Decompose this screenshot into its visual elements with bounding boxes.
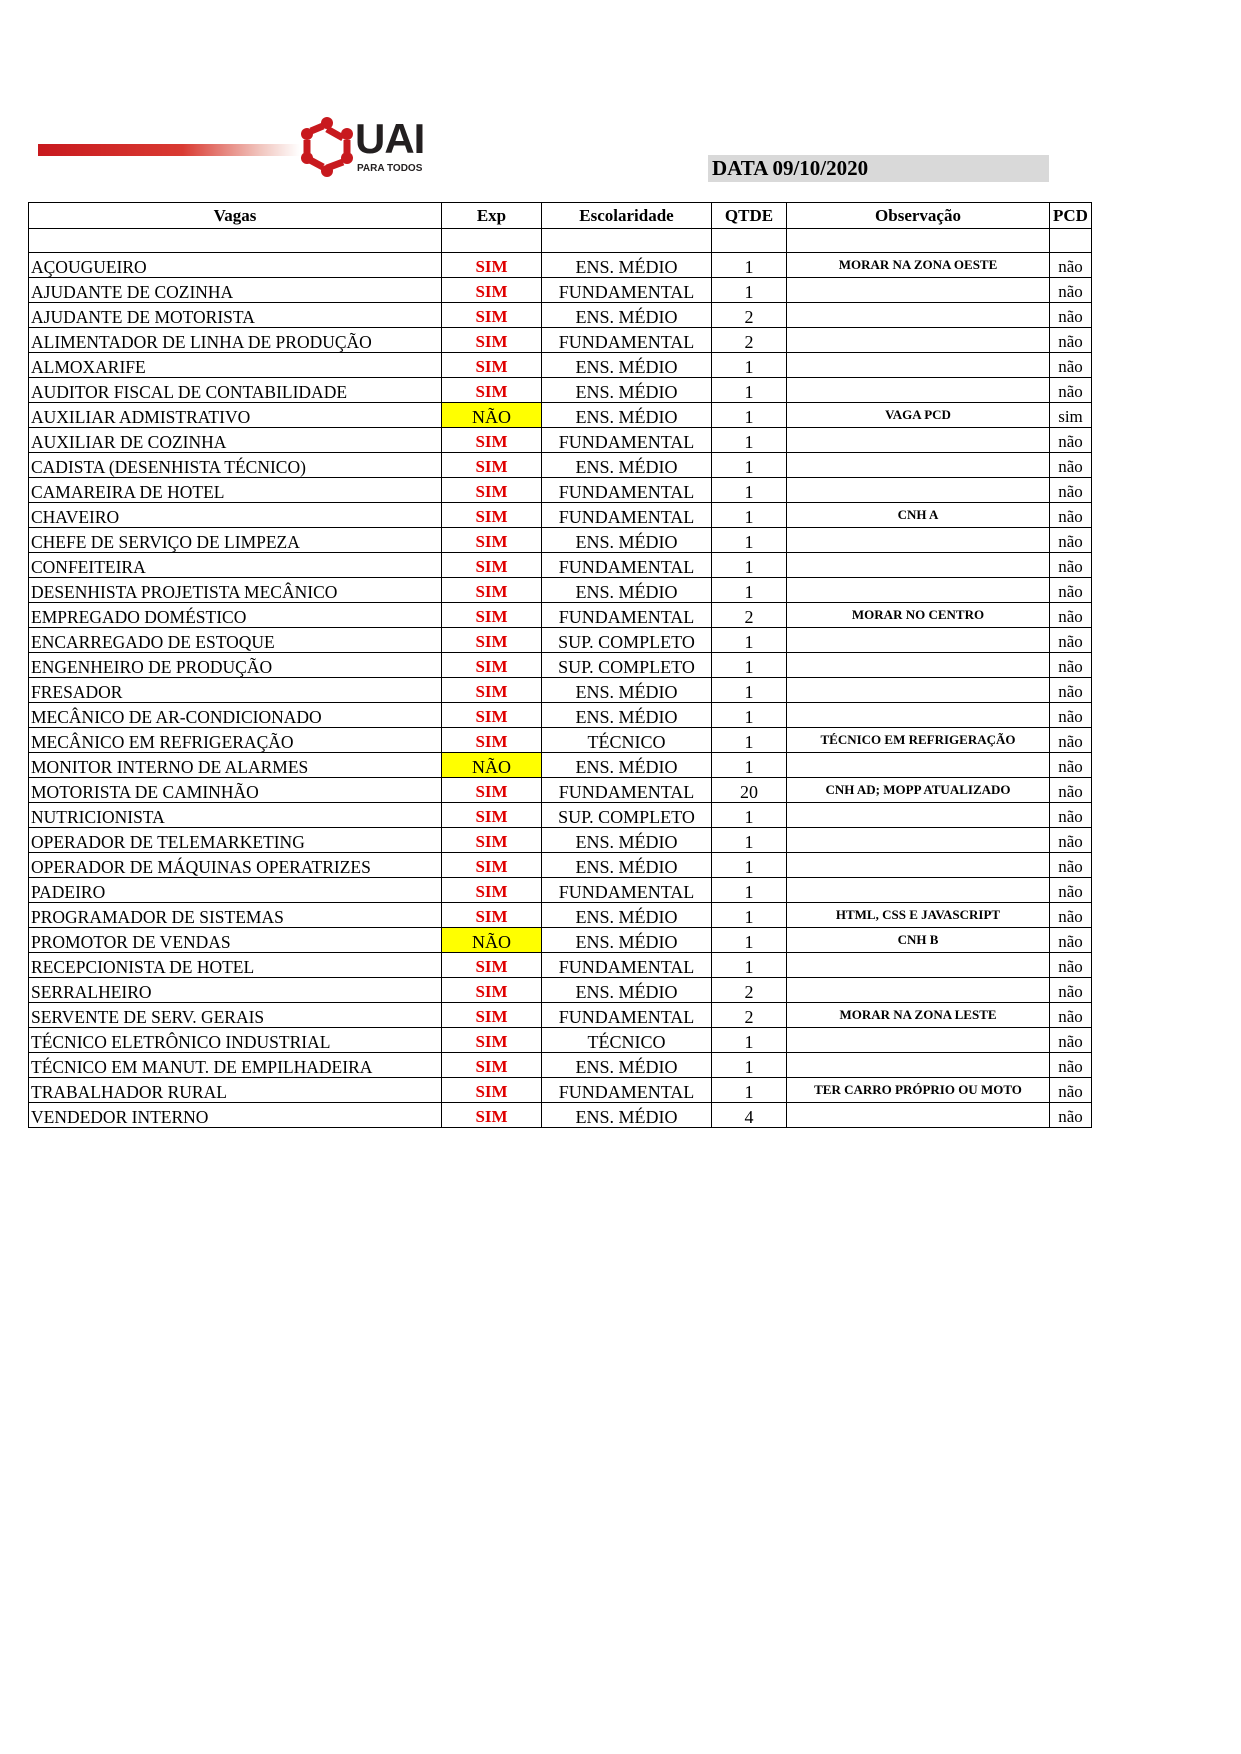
- table-row: [29, 603, 1092, 628]
- brand-gradient-bar: [38, 144, 300, 156]
- cell-escolaridade: FUNDAMENTAL: [542, 278, 712, 303]
- cell-escolaridade: ENS. MÉDIO: [542, 928, 712, 953]
- cell-exp: SIM: [442, 903, 542, 928]
- date-box: [708, 155, 1049, 182]
- cell-pcd: não: [1050, 478, 1092, 503]
- cell-vaga: FRESADOR: [29, 678, 442, 703]
- cell-escolaridade: ENS. MÉDIO: [542, 678, 712, 703]
- cell-vaga: DESENHISTA PROJETISTA MECÂNICO: [29, 578, 442, 603]
- cell-escolaridade: FUNDAMENTAL: [542, 1003, 712, 1028]
- cell-observacao: [787, 1103, 1050, 1128]
- cell-escolaridade: ENS. MÉDIO: [542, 253, 712, 278]
- cell-observacao: MORAR NA ZONA OESTE: [787, 253, 1050, 278]
- cell-vaga: AJUDANTE DE MOTORISTA: [29, 303, 442, 328]
- cell-exp: NÃO: [442, 928, 542, 953]
- cell-escolaridade: ENS. MÉDIO: [542, 703, 712, 728]
- logo-tagline: PARA TODOS: [357, 163, 423, 174]
- blank-row: [29, 229, 1092, 253]
- cell-pcd: não: [1050, 453, 1092, 478]
- cell-escolaridade: FUNDAMENTAL: [542, 603, 712, 628]
- cell-observacao: [787, 878, 1050, 903]
- cell-vaga: PADEIRO: [29, 878, 442, 903]
- cell-pcd: não: [1050, 328, 1092, 353]
- header-escolaridade: Escolaridade: [542, 203, 712, 229]
- cell-exp: SIM: [442, 628, 542, 653]
- table-row: [29, 353, 1092, 378]
- vacancies-table: [28, 202, 1092, 1128]
- cell-observacao: [787, 853, 1050, 878]
- cell-vaga: CADISTA (DESENHISTA TÉCNICO): [29, 453, 442, 478]
- cell-exp: SIM: [442, 353, 542, 378]
- table-row: [29, 728, 1092, 753]
- uai-logo-icon: [298, 116, 356, 182]
- cell-vaga: OPERADOR DE TELEMARKETING: [29, 828, 442, 853]
- table-row: [29, 828, 1092, 853]
- table-row: [29, 928, 1092, 953]
- table-row: [29, 453, 1092, 478]
- cell-exp: SIM: [442, 553, 542, 578]
- cell-exp: SIM: [442, 328, 542, 353]
- cell-observacao: [787, 1053, 1050, 1078]
- cell-pcd: não: [1050, 703, 1092, 728]
- cell-qtde: 1: [712, 753, 787, 778]
- cell-exp: SIM: [442, 603, 542, 628]
- cell-pcd: não: [1050, 853, 1092, 878]
- cell-observacao: [787, 678, 1050, 703]
- cell-vaga: PROGRAMADOR DE SISTEMAS: [29, 903, 442, 928]
- cell-escolaridade: ENS. MÉDIO: [542, 453, 712, 478]
- cell-observacao: MORAR NO CENTRO: [787, 603, 1050, 628]
- cell-escolaridade: ENS. MÉDIO: [542, 1053, 712, 1078]
- cell-vaga: AUXILIAR DE COZINHA: [29, 428, 442, 453]
- cell-qtde: 1: [712, 578, 787, 603]
- cell-exp: SIM: [442, 653, 542, 678]
- cell-escolaridade: FUNDAMENTAL: [542, 878, 712, 903]
- table-row: [29, 503, 1092, 528]
- cell-qtde: 1: [712, 953, 787, 978]
- cell-vaga: NUTRICIONISTA: [29, 803, 442, 828]
- cell-qtde: 2: [712, 603, 787, 628]
- table-row: [29, 628, 1092, 653]
- cell-pcd: não: [1050, 678, 1092, 703]
- cell-pcd: não: [1050, 553, 1092, 578]
- cell-escolaridade: FUNDAMENTAL: [542, 953, 712, 978]
- cell-qtde: 1: [712, 878, 787, 903]
- table-row: [29, 553, 1092, 578]
- cell-observacao: [787, 828, 1050, 853]
- cell-qtde: 2: [712, 1003, 787, 1028]
- blank-cell: [29, 229, 442, 253]
- cell-vaga: CONFEITEIRA: [29, 553, 442, 578]
- cell-pcd: não: [1050, 528, 1092, 553]
- cell-pcd: não: [1050, 503, 1092, 528]
- table-row: [29, 1028, 1092, 1053]
- cell-escolaridade: FUNDAMENTAL: [542, 1078, 712, 1103]
- table-row: [29, 653, 1092, 678]
- cell-observacao: [787, 528, 1050, 553]
- cell-escolaridade: SUP. COMPLETO: [542, 628, 712, 653]
- cell-pcd: não: [1050, 603, 1092, 628]
- table-row: [29, 528, 1092, 553]
- cell-exp: SIM: [442, 303, 542, 328]
- cell-exp: SIM: [442, 378, 542, 403]
- cell-vaga: MECÂNICO EM REFRIGERAÇÃO: [29, 728, 442, 753]
- cell-exp: SIM: [442, 1003, 542, 1028]
- cell-exp: SIM: [442, 278, 542, 303]
- cell-vaga: CAMAREIRA DE HOTEL: [29, 478, 442, 503]
- table-row: [29, 778, 1092, 803]
- header-observacao: Observação: [787, 203, 1050, 229]
- cell-escolaridade: ENS. MÉDIO: [542, 903, 712, 928]
- cell-vaga: PROMOTOR DE VENDAS: [29, 928, 442, 953]
- cell-observacao: MORAR NA ZONA LESTE: [787, 1003, 1050, 1028]
- cell-observacao: [787, 803, 1050, 828]
- cell-pcd: não: [1050, 903, 1092, 928]
- cell-qtde: 1: [712, 278, 787, 303]
- blank-cell: [442, 229, 542, 253]
- cell-pcd: não: [1050, 378, 1092, 403]
- cell-vaga: ALIMENTADOR DE LINHA DE PRODUÇÃO: [29, 328, 442, 353]
- cell-qtde: 20: [712, 778, 787, 803]
- cell-qtde: 1: [712, 1028, 787, 1053]
- cell-escolaridade: ENS. MÉDIO: [542, 303, 712, 328]
- cell-observacao: [787, 328, 1050, 353]
- cell-qtde: 4: [712, 1103, 787, 1128]
- cell-observacao: CNH B: [787, 928, 1050, 953]
- cell-escolaridade: ENS. MÉDIO: [542, 403, 712, 428]
- cell-pcd: não: [1050, 728, 1092, 753]
- cell-exp: SIM: [442, 778, 542, 803]
- header-exp: Exp: [442, 203, 542, 229]
- table-row: [29, 378, 1092, 403]
- cell-pcd: não: [1050, 1003, 1092, 1028]
- cell-qtde: 1: [712, 853, 787, 878]
- cell-escolaridade: ENS. MÉDIO: [542, 978, 712, 1003]
- cell-observacao: [787, 628, 1050, 653]
- cell-escolaridade: SUP. COMPLETO: [542, 653, 712, 678]
- table-row: [29, 1003, 1092, 1028]
- header-pcd: PCD: [1050, 203, 1092, 229]
- cell-exp: SIM: [442, 803, 542, 828]
- cell-escolaridade: FUNDAMENTAL: [542, 478, 712, 503]
- cell-vaga: CHAVEIRO: [29, 503, 442, 528]
- table-row: [29, 328, 1092, 353]
- cell-observacao: [787, 428, 1050, 453]
- cell-vaga: AUDITOR FISCAL DE CONTABILIDADE: [29, 378, 442, 403]
- table-row: [29, 878, 1092, 903]
- cell-escolaridade: ENS. MÉDIO: [542, 753, 712, 778]
- cell-vaga: VENDEDOR INTERNO: [29, 1103, 442, 1128]
- cell-exp: SIM: [442, 1078, 542, 1103]
- cell-vaga: MOTORISTA DE CAMINHÃO: [29, 778, 442, 803]
- cell-exp: SIM: [442, 503, 542, 528]
- cell-exp: SIM: [442, 578, 542, 603]
- cell-escolaridade: ENS. MÉDIO: [542, 528, 712, 553]
- cell-observacao: [787, 578, 1050, 603]
- cell-qtde: 2: [712, 978, 787, 1003]
- cell-qtde: 2: [712, 328, 787, 353]
- blank-cell: [542, 229, 712, 253]
- cell-pcd: não: [1050, 303, 1092, 328]
- table-row: [29, 903, 1092, 928]
- cell-exp: SIM: [442, 978, 542, 1003]
- cell-pcd: não: [1050, 878, 1092, 903]
- cell-qtde: 1: [712, 453, 787, 478]
- cell-pcd: não: [1050, 278, 1092, 303]
- cell-pcd: não: [1050, 253, 1092, 278]
- cell-pcd: não: [1050, 353, 1092, 378]
- cell-vaga: RECEPCIONISTA DE HOTEL: [29, 953, 442, 978]
- cell-qtde: 1: [712, 503, 787, 528]
- cell-exp: SIM: [442, 703, 542, 728]
- cell-exp: SIM: [442, 953, 542, 978]
- cell-pcd: não: [1050, 653, 1092, 678]
- cell-qtde: 1: [712, 653, 787, 678]
- cell-qtde: 1: [712, 1078, 787, 1103]
- cell-escolaridade: ENS. MÉDIO: [542, 853, 712, 878]
- cell-qtde: 1: [712, 253, 787, 278]
- cell-pcd: não: [1050, 428, 1092, 453]
- cell-observacao: [787, 303, 1050, 328]
- table-row: [29, 703, 1092, 728]
- cell-vaga: AUXILIAR ADMISTRATIVO: [29, 403, 442, 428]
- table-row: [29, 578, 1092, 603]
- cell-pcd: não: [1050, 953, 1092, 978]
- cell-qtde: 1: [712, 553, 787, 578]
- cell-qtde: 1: [712, 478, 787, 503]
- cell-qtde: 1: [712, 403, 787, 428]
- cell-escolaridade: FUNDAMENTAL: [542, 428, 712, 453]
- cell-escolaridade: ENS. MÉDIO: [542, 578, 712, 603]
- date-label: DATA 09/10/2020: [712, 156, 869, 180]
- cell-exp: SIM: [442, 728, 542, 753]
- cell-pcd: sim: [1050, 403, 1092, 428]
- cell-qtde: 1: [712, 803, 787, 828]
- cell-qtde: 1: [712, 728, 787, 753]
- table-header-row: [29, 203, 1092, 229]
- cell-observacao: [787, 453, 1050, 478]
- cell-exp: SIM: [442, 1053, 542, 1078]
- cell-observacao: [787, 478, 1050, 503]
- table-row: [29, 803, 1092, 828]
- cell-exp: SIM: [442, 453, 542, 478]
- cell-vaga: ALMOXARIFE: [29, 353, 442, 378]
- table-row: [29, 403, 1092, 428]
- cell-observacao: [787, 653, 1050, 678]
- cell-observacao: [787, 553, 1050, 578]
- cell-vaga: SERRALHEIRO: [29, 978, 442, 1003]
- cell-pcd: não: [1050, 1078, 1092, 1103]
- cell-pcd: não: [1050, 753, 1092, 778]
- cell-escolaridade: FUNDAMENTAL: [542, 553, 712, 578]
- table-row: [29, 953, 1092, 978]
- cell-observacao: [787, 1028, 1050, 1053]
- cell-vaga: EMPREGADO DOMÉSTICO: [29, 603, 442, 628]
- cell-vaga: ENCARREGADO DE ESTOQUE: [29, 628, 442, 653]
- table-row: [29, 678, 1092, 703]
- cell-observacao: TER CARRO PRÓPRIO OU MOTO: [787, 1078, 1050, 1103]
- cell-exp: SIM: [442, 478, 542, 503]
- table-row: [29, 428, 1092, 453]
- cell-observacao: [787, 378, 1050, 403]
- cell-pcd: não: [1050, 978, 1092, 1003]
- cell-exp: SIM: [442, 853, 542, 878]
- cell-observacao: HTML, CSS E JAVASCRIPT: [787, 903, 1050, 928]
- cell-escolaridade: FUNDAMENTAL: [542, 328, 712, 353]
- cell-observacao: [787, 753, 1050, 778]
- cell-escolaridade: ENS. MÉDIO: [542, 1103, 712, 1128]
- logo-wordmark: UAI: [355, 115, 425, 162]
- cell-qtde: 1: [712, 1053, 787, 1078]
- cell-escolaridade: FUNDAMENTAL: [542, 503, 712, 528]
- blank-cell: [712, 229, 787, 253]
- cell-observacao: [787, 953, 1050, 978]
- cell-pcd: não: [1050, 1103, 1092, 1128]
- cell-pcd: não: [1050, 578, 1092, 603]
- cell-qtde: 1: [712, 928, 787, 953]
- table-row: [29, 753, 1092, 778]
- cell-vaga: ENGENHEIRO DE PRODUÇÃO: [29, 653, 442, 678]
- table-row: [29, 853, 1092, 878]
- cell-qtde: 1: [712, 903, 787, 928]
- cell-qtde: 1: [712, 428, 787, 453]
- cell-escolaridade: SUP. COMPLETO: [542, 803, 712, 828]
- cell-pcd: não: [1050, 778, 1092, 803]
- header-qtde: QTDE: [712, 203, 787, 229]
- header-vagas: Vagas: [29, 203, 442, 229]
- table-row: [29, 1078, 1092, 1103]
- table-row: [29, 478, 1092, 503]
- cell-pcd: não: [1050, 828, 1092, 853]
- cell-pcd: não: [1050, 628, 1092, 653]
- cell-observacao: VAGA PCD: [787, 403, 1050, 428]
- cell-vaga: TÉCNICO EM MANUT. DE EMPILHADEIRA: [29, 1053, 442, 1078]
- cell-escolaridade: FUNDAMENTAL: [542, 778, 712, 803]
- cell-observacao: CNH AD; MOPP ATUALIZADO: [787, 778, 1050, 803]
- cell-observacao: [787, 703, 1050, 728]
- cell-qtde: 1: [712, 828, 787, 853]
- cell-qtde: 1: [712, 528, 787, 553]
- cell-exp: SIM: [442, 528, 542, 553]
- cell-exp: SIM: [442, 878, 542, 903]
- cell-qtde: 1: [712, 353, 787, 378]
- blank-cell: [1050, 229, 1092, 253]
- cell-qtde: 1: [712, 678, 787, 703]
- cell-vaga: TRABALHADOR RURAL: [29, 1078, 442, 1103]
- cell-pcd: não: [1050, 1028, 1092, 1053]
- cell-vaga: AÇOUGUEIRO: [29, 253, 442, 278]
- cell-vaga: OPERADOR DE MÁQUINAS OPERATRIZES: [29, 853, 442, 878]
- cell-vaga: TÉCNICO ELETRÔNICO INDUSTRIAL: [29, 1028, 442, 1053]
- cell-escolaridade: TÉCNICO: [542, 728, 712, 753]
- cell-vaga: MECÂNICO DE AR-CONDICIONADO: [29, 703, 442, 728]
- table-row: [29, 1103, 1092, 1128]
- cell-vaga: CHEFE DE SERVIÇO DE LIMPEZA: [29, 528, 442, 553]
- cell-qtde: 2: [712, 303, 787, 328]
- cell-escolaridade: ENS. MÉDIO: [542, 378, 712, 403]
- cell-exp: SIM: [442, 1103, 542, 1128]
- cell-pcd: não: [1050, 928, 1092, 953]
- cell-escolaridade: ENS. MÉDIO: [542, 353, 712, 378]
- cell-exp: SIM: [442, 678, 542, 703]
- cell-pcd: não: [1050, 803, 1092, 828]
- cell-qtde: 1: [712, 378, 787, 403]
- cell-qtde: 1: [712, 628, 787, 653]
- cell-observacao: [787, 278, 1050, 303]
- cell-observacao: [787, 353, 1050, 378]
- table-row: [29, 253, 1092, 278]
- cell-exp: SIM: [442, 253, 542, 278]
- cell-exp: SIM: [442, 428, 542, 453]
- cell-escolaridade: ENS. MÉDIO: [542, 828, 712, 853]
- table-row: [29, 303, 1092, 328]
- cell-pcd: não: [1050, 1053, 1092, 1078]
- cell-exp: NÃO: [442, 403, 542, 428]
- cell-exp: SIM: [442, 1028, 542, 1053]
- table-row: [29, 1053, 1092, 1078]
- cell-observacao: CNH A: [787, 503, 1050, 528]
- table-row: [29, 278, 1092, 303]
- blank-cell: [787, 229, 1050, 253]
- cell-observacao: TÉCNICO EM REFRIGERAÇÃO: [787, 728, 1050, 753]
- cell-qtde: 1: [712, 703, 787, 728]
- cell-observacao: [787, 978, 1050, 1003]
- cell-vaga: MONITOR INTERNO DE ALARMES: [29, 753, 442, 778]
- cell-exp: NÃO: [442, 753, 542, 778]
- cell-escolaridade: TÉCNICO: [542, 1028, 712, 1053]
- table-row: [29, 978, 1092, 1003]
- cell-vaga: SERVENTE DE SERV. GERAIS: [29, 1003, 442, 1028]
- cell-vaga: AJUDANTE DE COZINHA: [29, 278, 442, 303]
- cell-exp: SIM: [442, 828, 542, 853]
